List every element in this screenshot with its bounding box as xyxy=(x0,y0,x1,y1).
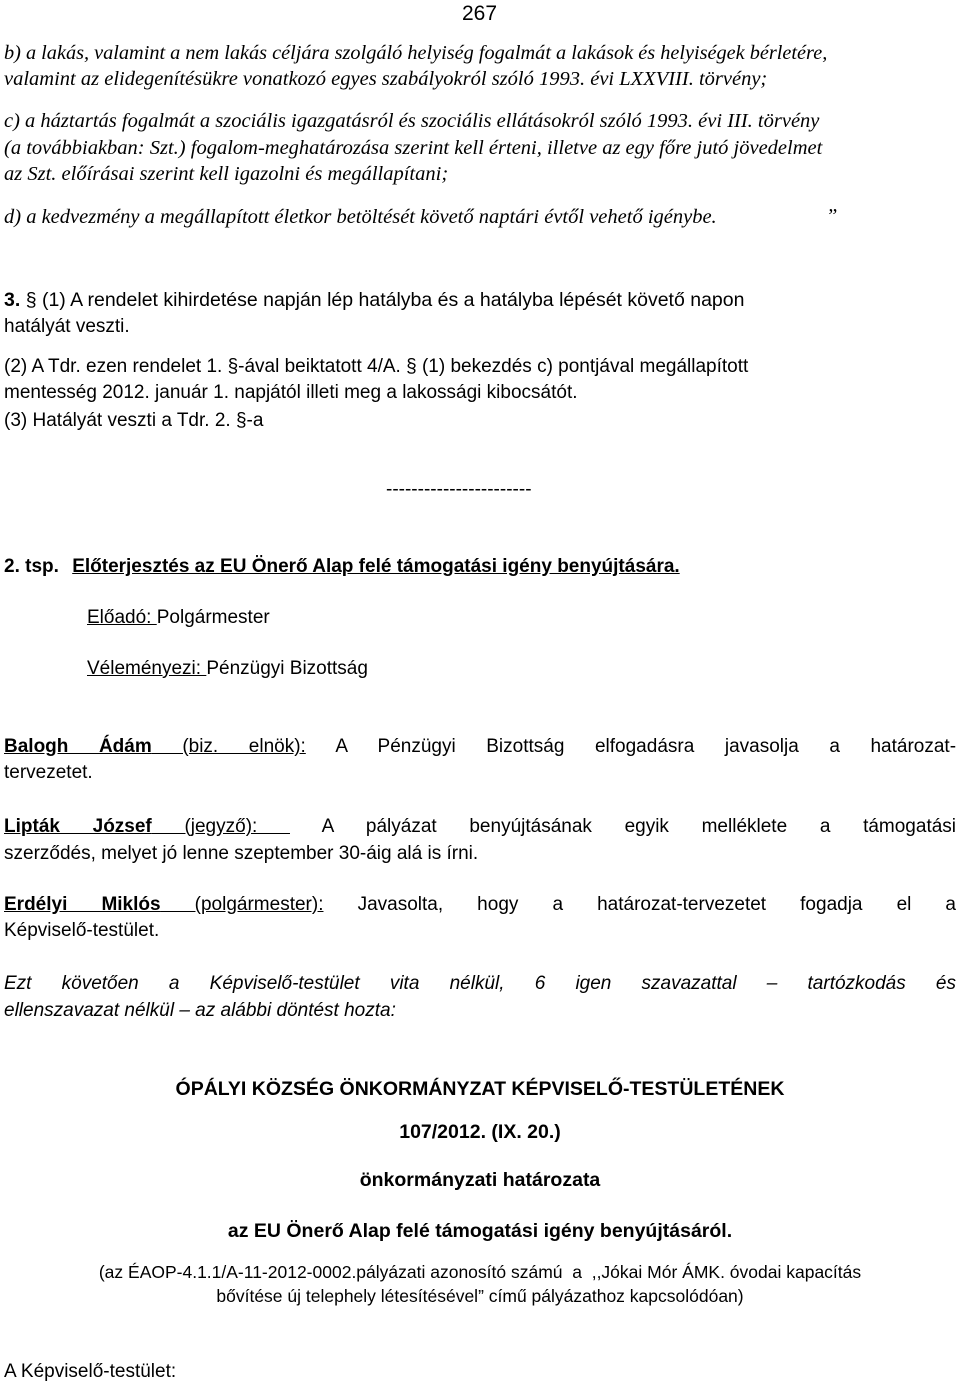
agenda-title: Előterjesztés az EU Önerő Alap felé támogatási igény benyújtására. xyxy=(72,556,680,577)
section-p3-part-a: (3) Hatályát veszti a Tdr. 2. xyxy=(4,410,231,431)
section-sign: § xyxy=(227,356,239,377)
speaker-text: A pályázat benyújtásának egyik melléklete a támogatási xyxy=(321,816,957,837)
item-d-line1: d) a kedvezmény a megállapított életkor betöltését követő naptári évtől vehető igénybe. xyxy=(4,206,717,228)
speaker-name: Lipták József xyxy=(4,816,152,837)
presenter-value: Polgármester xyxy=(156,607,270,628)
speaker-1-line2: tervezetet. xyxy=(4,762,93,783)
section-p3-part-b: -a xyxy=(246,410,264,431)
section-p2-part-c: (1) bekezdés c) pontjával megállapított xyxy=(421,356,749,377)
speaker-role: (polgármester): xyxy=(160,894,324,915)
speaker-2-line2: szerződés, melyet jó lenne szeptember 30-áig alá is írni. xyxy=(4,843,479,864)
item-c-line2: (a továbbiakban: Szt.) fogalom-meghatározása szerint kell érteni, illetve az egy főre jutó jövedelmet xyxy=(4,137,823,159)
section-3-p1-line2: hatályát veszti. xyxy=(4,316,130,337)
speaker-3-line2: Képviselő-testület. xyxy=(4,920,160,941)
section-sign: § xyxy=(25,289,37,311)
section-p1-text: (1) A rendelet kihirdetése napján lép hatályba és a hatályba lépését követő napon xyxy=(41,289,745,311)
resolution-note-line1: (az ÉAOP-4.1.1/A-11-2012-0002.pályázati azonosító számú a ,,Jókai Mór ÁMK. óvodai kapacítás xyxy=(98,1262,862,1282)
speaker-name: Erdélyi Miklós xyxy=(4,894,161,915)
speaker-text: A Pénzügyi Bizottság elfogadásra javasolja a határozat- xyxy=(335,736,957,757)
section-p2-part-a: (2) A Tdr. ezen rendelet 1. xyxy=(4,356,223,377)
speaker-role: (jegyző): xyxy=(151,816,290,837)
section-number: 3. xyxy=(4,289,21,311)
section-sign: § xyxy=(235,410,247,431)
item-b-line2: valamint az elidegenítésükre vonatkozó egyes szabályokról szóló 1993. évi LXXVIII. törvény; xyxy=(4,68,768,90)
agenda-reviewer xyxy=(87,657,368,681)
item-c-line3: az Szt. előírásai szerint kell igazolni és megállapítani; xyxy=(4,163,449,185)
section-sign: § xyxy=(406,356,417,377)
separator-line: ----------------------- xyxy=(386,479,532,500)
reviewer-value: Pénzügyi Bizottság xyxy=(206,658,368,679)
section-3-p3 xyxy=(4,409,263,433)
resolution-kind: önkormányzati határozata xyxy=(359,1169,601,1191)
agenda-heading xyxy=(4,555,680,579)
agenda-presenter xyxy=(87,606,270,630)
closing-text: A Képviselő-testület: xyxy=(4,1361,177,1382)
reviewer-label: Véleményezi: xyxy=(87,658,207,679)
item-b-line1: b) a lakás, valamint a nem lakás céljára szolgáló helyiség fogalmát a lakások és helyiségek bérletére, xyxy=(4,42,828,64)
vote-line2: ellenszavazat nélkül – az alábbi döntést hozta: xyxy=(4,1000,396,1021)
section-3-p1-line1 xyxy=(4,288,744,312)
agenda-number: 2. tsp. xyxy=(4,556,59,577)
section-p2-part-b: -ával beiktatott 4/A. xyxy=(238,356,401,377)
resolution-note-line2: bővítése új telephely létesítésével” című pályázathoz kapcsolódóan) xyxy=(216,1286,744,1306)
vote-line1: Ezt követően a Képviselő-testület vita nélkül, 6 igen szavazattal – tartózkodás és xyxy=(4,973,956,994)
presenter-label: Előadó: xyxy=(87,607,157,628)
resolution-body: ÓPÁLYI KÖZSÉG ÖNKORMÁNYZAT KÉPVISELŐ-TESTÜLETÉNEK xyxy=(175,1078,785,1100)
speaker-3-line1 xyxy=(4,893,956,917)
speaker-1-line1 xyxy=(4,735,956,759)
resolution-number: 107/2012. (IX. 20.) xyxy=(399,1121,561,1143)
page-number: 267 xyxy=(462,2,498,25)
section-3-p2-line2: mentesség 2012. január 1. napjától illeti meg a lakossági kibocsátót. xyxy=(4,382,578,403)
closing-quote-mark: ” xyxy=(826,205,838,227)
section-3-p2-line1 xyxy=(4,355,748,379)
speaker-name: Balogh Ádám xyxy=(4,736,152,757)
speaker-text: Javasolta, hogy a határozat-tervezetet fogadja el a xyxy=(357,894,956,915)
speaker-2-line1 xyxy=(4,815,956,839)
resolution-subject: az EU Önerő Alap felé támogatási igény benyújtásáról. xyxy=(227,1220,733,1242)
speaker-role: (biz. elnök): xyxy=(151,736,306,757)
item-c-line1: c) a háztartás fogalmát a szociális igazgatásról és szociális ellátásokról szóló 1993. évi III. törvény xyxy=(4,110,820,132)
